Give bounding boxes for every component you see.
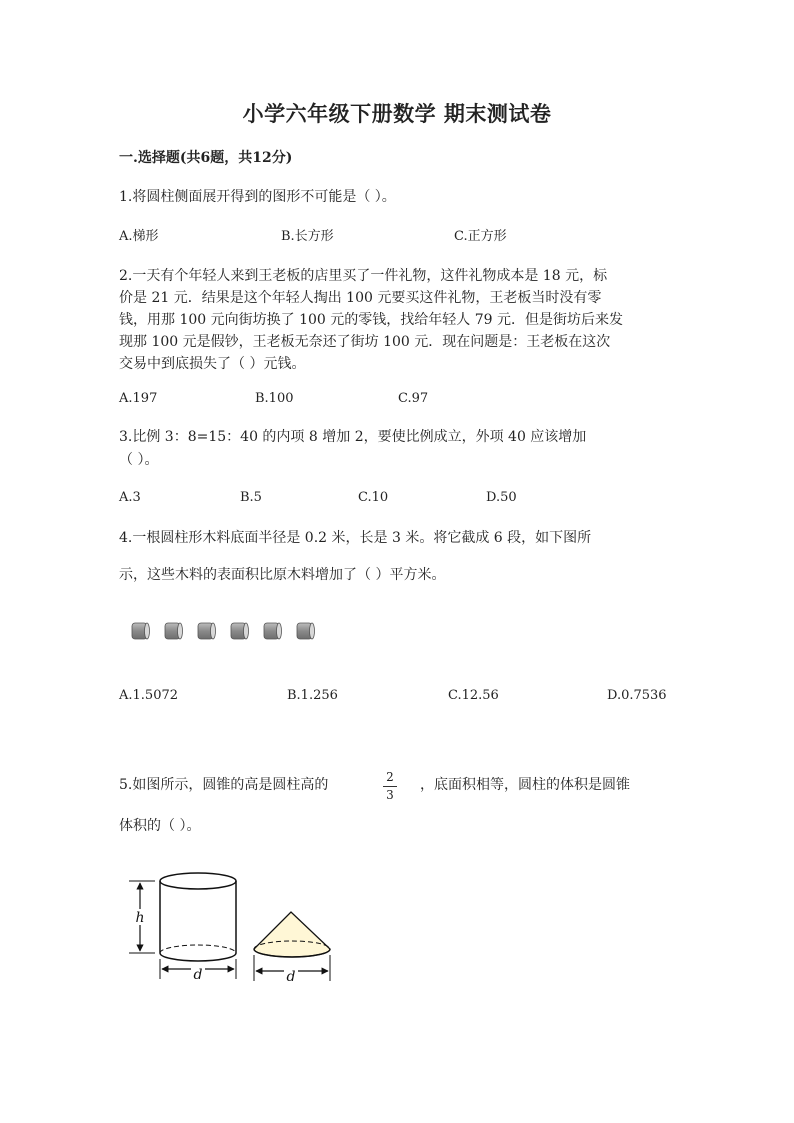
section-heading: 一.选择题(共6题，共12分): [119, 150, 293, 166]
q1-option-c[interactable]: C.正方形: [454, 229, 507, 244]
q4-option-a[interactable]: A.1.5072: [119, 688, 179, 703]
log-piece-4: [231, 623, 249, 639]
question-5-line-1-before: 5.如图所示，圆锥的高是圆柱高的: [119, 777, 329, 793]
q4-option-c[interactable]: C.12.56: [448, 688, 499, 703]
q2-option-c[interactable]: C.97: [398, 391, 429, 406]
question-2-line-2: 价是 21 元．结果是这个年轻人掏出 100 元要买这件礼物，王老板当时没有零: [119, 290, 602, 306]
q3-option-d[interactable]: D.50: [486, 490, 517, 505]
cylinder-cone-figure: [125, 865, 365, 990]
question-3-line-2: （ ）。: [119, 452, 159, 468]
log-piece-2: [165, 623, 183, 639]
question-4-line-2: 示，这些木料的表面积比原木料增加了（ ）平方米。: [119, 567, 446, 583]
log-piece-5: [264, 623, 282, 639]
log-piece-3: [198, 623, 216, 639]
log-piece-1: [132, 623, 150, 639]
q3-option-a[interactable]: A.3: [119, 490, 141, 505]
fraction-two-thirds: [383, 770, 397, 803]
fraction-numerator: 2: [386, 770, 394, 784]
question-2-line-4: 现那 100 元是假钞，王老板无奈还了街坊 100 元．现在问题是：王老板在这次: [119, 334, 611, 350]
fraction-denominator: 3: [386, 788, 394, 802]
height-label: h: [135, 910, 145, 926]
log-piece-6: [297, 623, 315, 639]
question-5-line-1-after: ，底面积相等，圆柱的体积是圆锥: [420, 777, 630, 793]
q1-option-a[interactable]: A.梯形: [119, 229, 159, 244]
cone-diameter-label: d: [286, 969, 296, 985]
cone-shape: [254, 912, 330, 957]
question-2-line-3: 钱，用那 100 元向街坊换了 100 元的零钱，找给年轻人 79 元．但是街坊后来发: [119, 312, 623, 328]
q2-option-b[interactable]: B.100: [255, 391, 294, 406]
question-2-line-1: 2.一天有个年轻人来到王老板的店里买了一件礼物，这件礼物成本是 18 元，标: [119, 268, 608, 284]
question-4-line-1: 4.一根圆柱形木料底面半径是 0.2 米，长是 3 米。将它截成 6 段，如下图所: [119, 530, 592, 546]
q3-option-c[interactable]: C.10: [358, 490, 389, 505]
cylinder-diameter-label: d: [193, 967, 203, 983]
fraction-bar: [383, 786, 397, 787]
question-5-line-2: 体积的（ ）。: [119, 818, 201, 834]
question-1-text: 1.将圆柱侧面展开得到的图形不可能是（ ）。: [119, 189, 396, 205]
q1-option-b[interactable]: B.长方形: [281, 229, 334, 244]
q2-option-a[interactable]: A.197: [119, 391, 158, 406]
q4-option-b[interactable]: B.1.256: [287, 688, 338, 703]
q3-option-b[interactable]: B.5: [240, 490, 262, 505]
q4-option-d[interactable]: D.0.7536: [607, 688, 667, 703]
log-pieces-figure: [128, 620, 328, 644]
question-2-line-5: 交易中到底损失了（ ）元钱。: [119, 356, 306, 372]
cylinder-shape: [160, 873, 236, 961]
page-title: 小学六年级下册数学 期末测试卷: [242, 101, 552, 126]
question-3-line-1: 3.比例 3：8=15：40 的内项 8 增加 2，要使比例成立，外项 40 应该增加: [119, 429, 587, 445]
